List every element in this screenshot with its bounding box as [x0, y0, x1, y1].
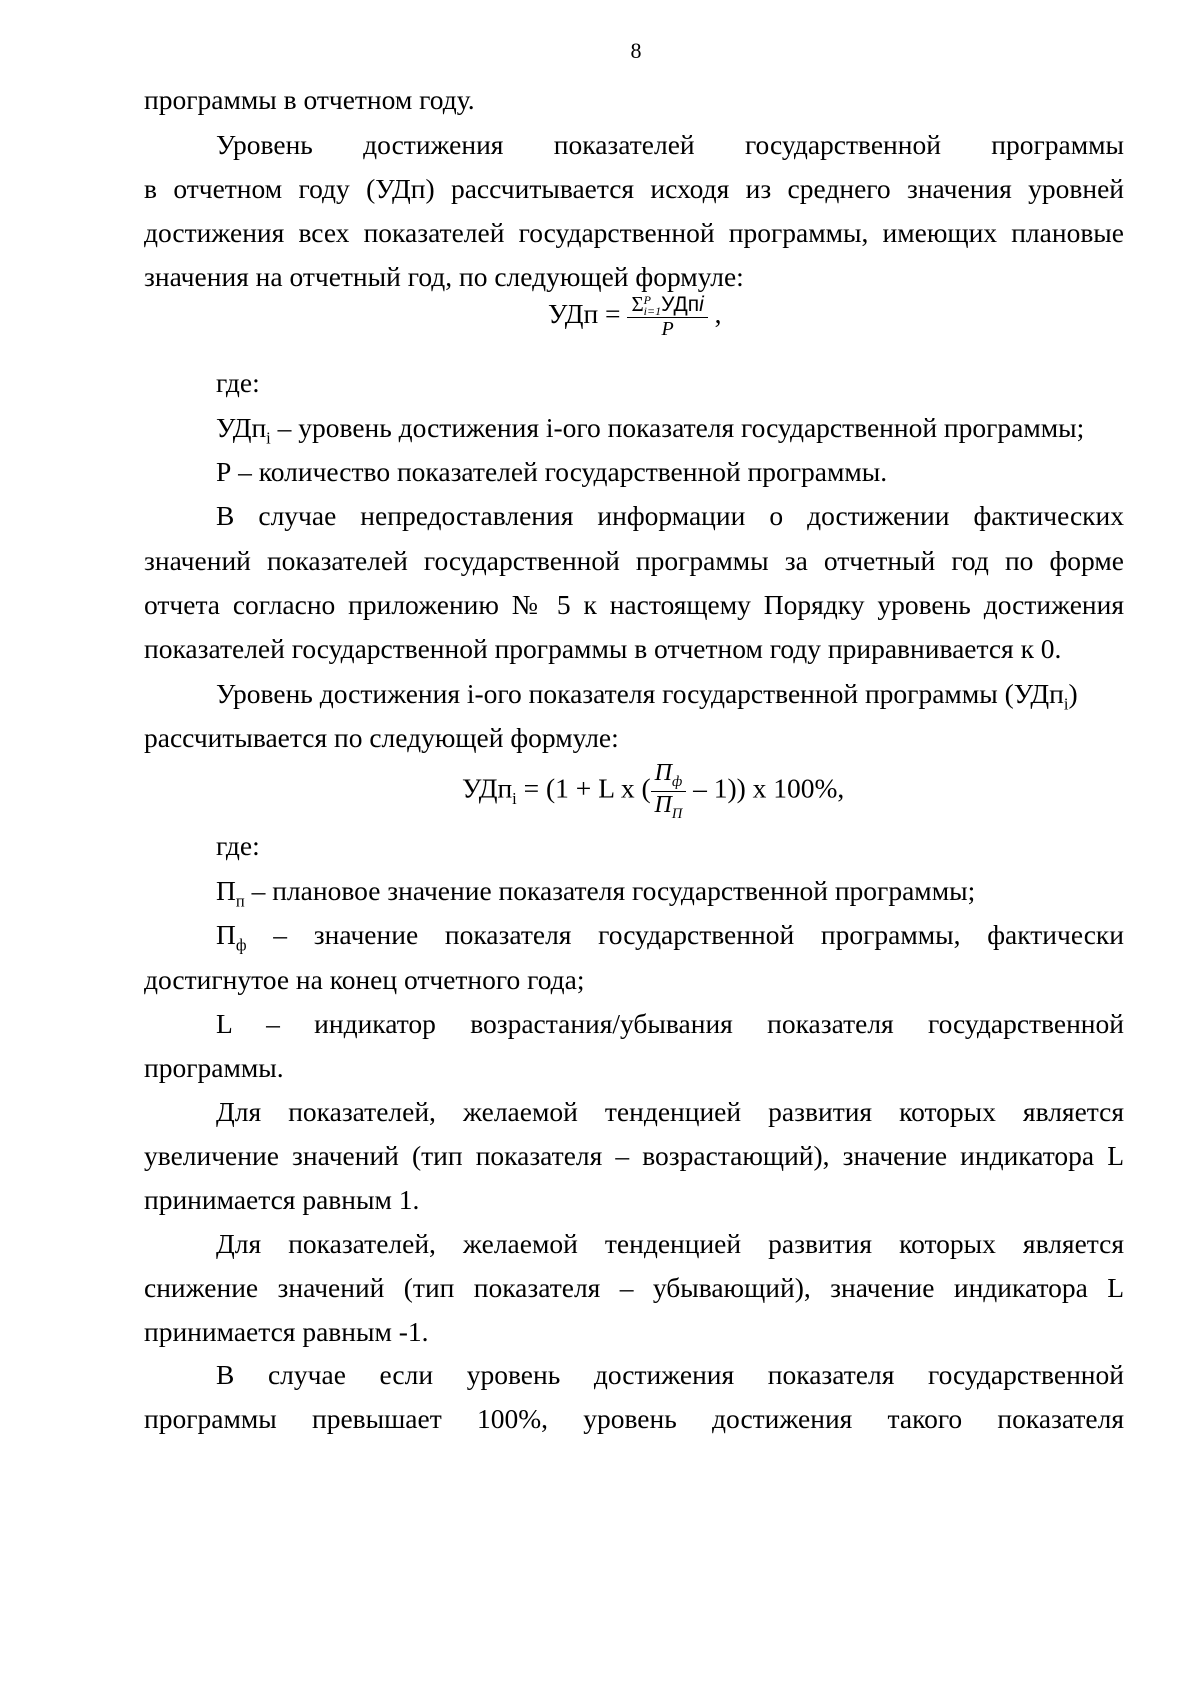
term-subscript: i [266, 428, 271, 448]
paragraph-first-line: Для показателей, желаемой тенденцией развития которых является [216, 1096, 1124, 1127]
text-line: Р – количество показателей государственной программы. [216, 456, 888, 487]
formula-indicator-level [462, 760, 844, 823]
text-line: значения на отчетный год, по следующей формуле: [144, 261, 744, 292]
numerator-subscript: ф [671, 773, 683, 790]
term-label: УДп [216, 412, 267, 443]
definition-line [216, 917, 1124, 964]
text-line: достижения всех показателей государственной программы, имеющих плановые [144, 217, 1124, 248]
text-line: показателей государственной программы в отчетном году приравнивается к 0. [144, 633, 1062, 664]
text-line: принимается равным -1. [144, 1316, 429, 1347]
paragraph-first-line [216, 676, 1124, 723]
text-line: где: [216, 830, 260, 861]
text-line: программы в отчетном году. [144, 84, 475, 115]
definition-line: L – индикатор возрастания/убывания показателя государственной [216, 1008, 1124, 1039]
formula-middle: = (1 + L x ( [516, 772, 651, 804]
formula-lhs: УДп = [548, 297, 621, 329]
sum-lower-limit: i=1 [643, 304, 662, 319]
term-subscript: п [235, 891, 245, 911]
text-line: значений показателей государственной программы за отчетный год по форме [144, 545, 1124, 576]
denominator-subscript: П [671, 805, 683, 822]
definition-line [216, 873, 1124, 920]
formula-numerator [627, 292, 707, 318]
definition-line [216, 410, 1124, 457]
formula-lhs-subscript: i [512, 789, 517, 809]
term-subscript: ф [235, 935, 247, 955]
text-line: принимается равным 1. [144, 1184, 420, 1215]
formula-average-level [548, 292, 722, 341]
paragraph-first-line: Для показателей, желаемой тенденцией развития которых является [216, 1228, 1124, 1259]
formula-fraction [651, 760, 687, 823]
term-definition: – уровень достижения i-ого показателя государственной программы; [270, 412, 1085, 443]
text-line: отчета согласно приложению № 5 к настоящему Порядку уровень достижения [144, 589, 1124, 620]
formula-lhs: УДп [462, 772, 513, 804]
formula-tail: , [714, 297, 722, 329]
text-span: ) [1068, 678, 1078, 709]
numerator-label: УДп [661, 293, 700, 316]
term-label: П [216, 919, 236, 950]
term-definition: – значение показателя государственной программы, фактически [246, 919, 1124, 950]
denominator-symbol: П [654, 791, 672, 818]
text-line: программы превышает 100%, уровень достижения такого показателя [144, 1403, 1124, 1434]
paragraph-first-line: В случае непредоставления информации о достижении фактических [216, 500, 1124, 531]
numerator-index: i [699, 293, 704, 316]
text-line: программы. [144, 1052, 284, 1083]
paragraph-first-line: В случае если уровень достижения показателя государственной [216, 1359, 1124, 1390]
formula-tail: – 1)) x 100%, [686, 772, 845, 804]
term-definition: – плановое значение показателя государственной программы; [244, 875, 976, 906]
text-line: достигнутое на конец отчетного года; [144, 964, 585, 995]
text-span: Уровень достижения i-ого показателя государственной программы (УДп [216, 678, 1064, 709]
text-line: в отчетном году (УДп) рассчитывается исходя из среднего значения уровней [144, 173, 1124, 204]
sum-upper-limit: P [643, 293, 652, 308]
formula-denominator [651, 792, 687, 823]
formula-numerator [651, 760, 687, 792]
term-label: П [216, 875, 236, 906]
page-number: 8 [630, 38, 642, 63]
sum-symbol: Σ [631, 292, 644, 316]
text-line: где: [216, 367, 260, 398]
paragraph-first-line: Уровень достижения показателей государственной программы [216, 129, 1124, 160]
numerator-symbol: П [654, 760, 672, 786]
text-line: увеличение значений (тип показателя – возрастающий), значение индикатора L [144, 1140, 1124, 1171]
formula-denominator: P [661, 318, 674, 340]
formula-fraction [627, 292, 707, 341]
text-line: рассчитывается по следующей формуле: [144, 722, 619, 753]
text-line: снижение значений (тип показателя – убывающий), значение индикатора L [144, 1272, 1124, 1303]
subscript: i [1063, 694, 1069, 714]
